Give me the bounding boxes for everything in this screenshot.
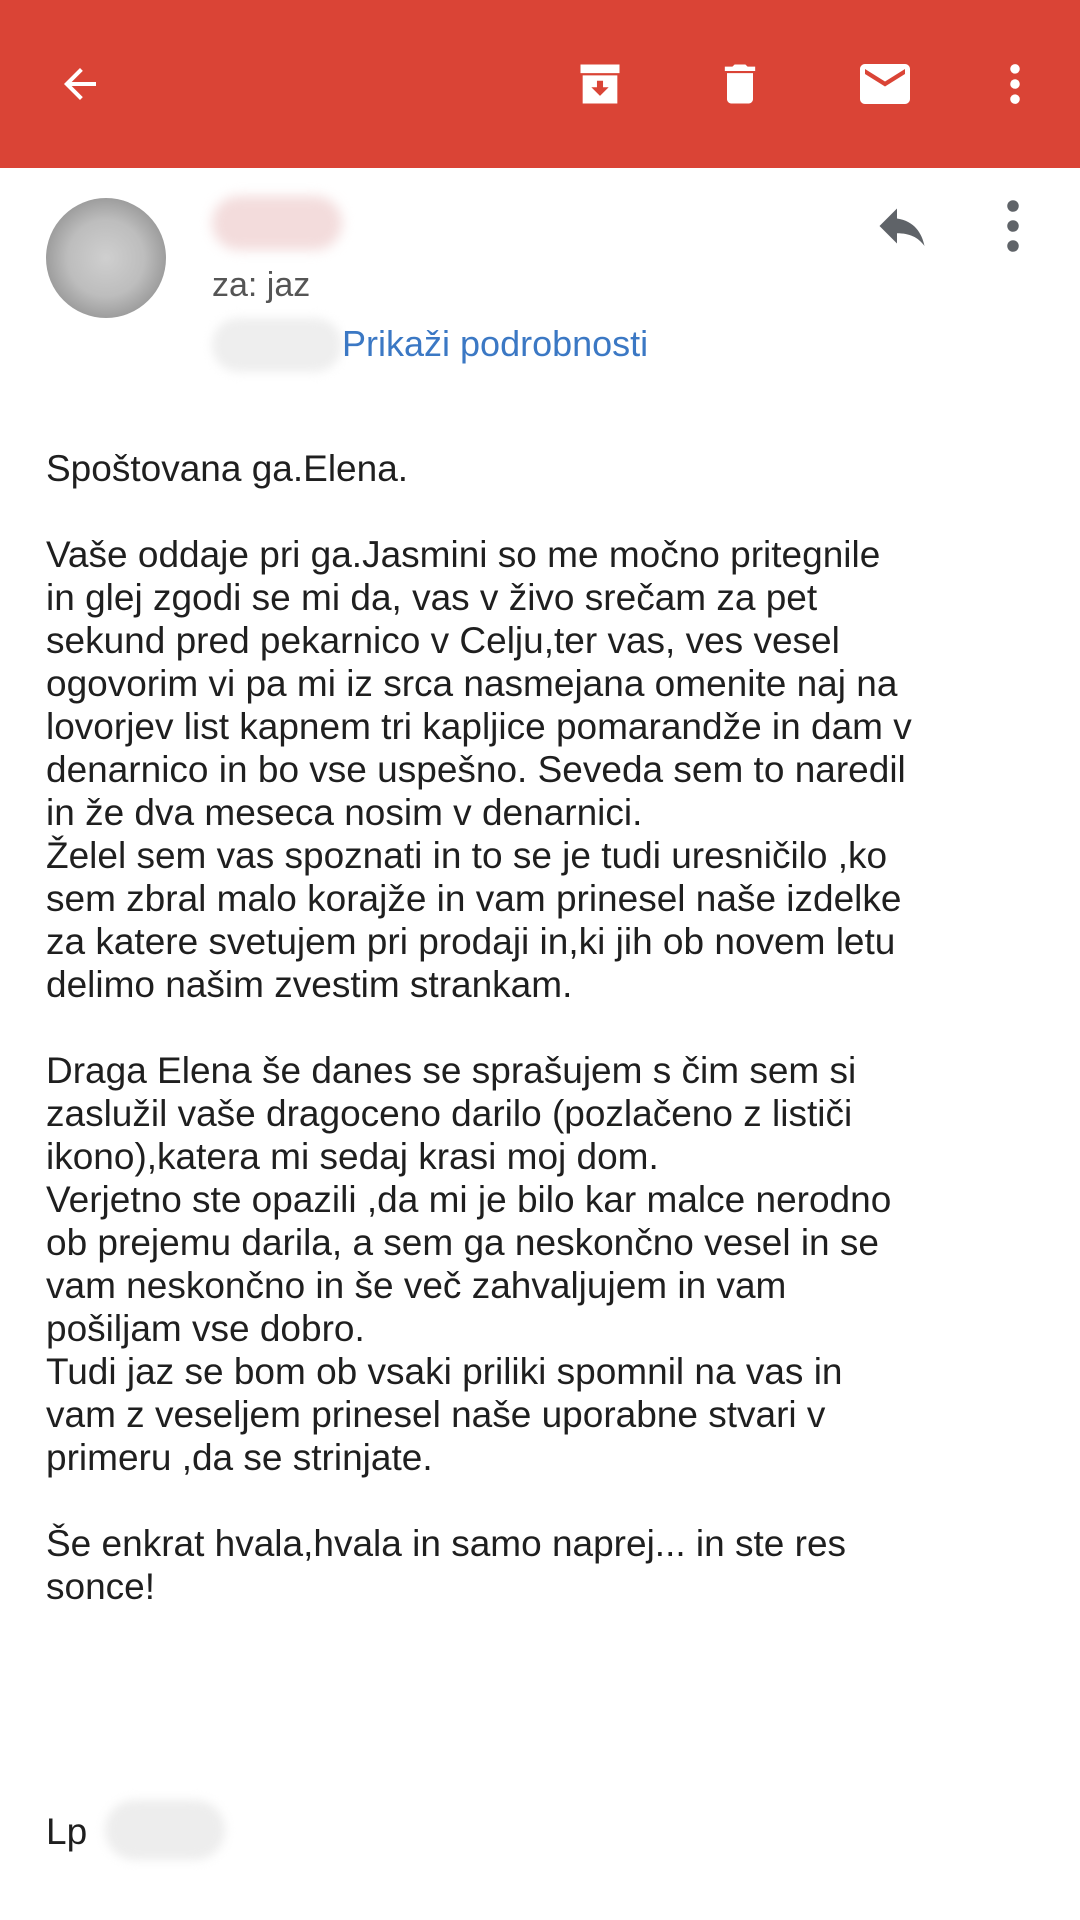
body-line: sonce! xyxy=(46,1566,156,1607)
overflow-menu-button[interactable] xyxy=(975,44,1055,124)
body-line: in glej zgodi se mi da, vas v živo srečam za pet xyxy=(46,577,818,618)
greeting xyxy=(46,447,1056,490)
body-line: ikono),katera mi sedaj krasi moj dom. xyxy=(46,1136,659,1177)
body-line: Verjetno ste opazili ,da mi je bilo kar malce nerodno xyxy=(46,1179,892,1220)
trash-icon xyxy=(714,58,766,110)
body-line: sekund pred pekarnico v Celju,ter vas, ves vesel xyxy=(46,620,840,661)
body-line: zaslužil vaše dragoceno darilo (pozlačeno z lističi xyxy=(46,1093,853,1134)
body-line: Tudi jaz se bom ob vsaki priliki spomnil na vas in xyxy=(46,1351,843,1392)
top-app-bar xyxy=(0,0,1080,168)
message-body xyxy=(46,447,1056,1651)
archive-icon xyxy=(574,58,626,110)
date-redacted xyxy=(212,318,342,372)
body-line: delimo našim zvestim strankam. xyxy=(46,964,573,1005)
mail-icon xyxy=(855,54,915,114)
body-line: vam z veseljem prinesel naše uporabne stvari v xyxy=(46,1394,826,1435)
body-line: ob prejemu darila, a sem ga neskončno vesel in se xyxy=(46,1222,879,1263)
archive-button[interactable] xyxy=(560,44,640,124)
mark-unread-button[interactable] xyxy=(845,44,925,124)
message-more-button[interactable] xyxy=(988,188,1038,264)
body-paragraph-1 xyxy=(46,533,1056,1006)
avatar[interactable] xyxy=(46,198,166,318)
arrow-back-icon xyxy=(56,60,104,108)
body-line: vam neskončno in še več zahvaljujem in vam xyxy=(46,1265,787,1306)
reply-button[interactable] xyxy=(862,194,942,258)
body-line: Še enkrat hvala,hvala in samo naprej... in ste res xyxy=(46,1523,847,1564)
body-paragraph-3 xyxy=(46,1522,1056,1608)
signature-redacted xyxy=(105,1800,225,1860)
more-vert-icon xyxy=(989,58,1041,110)
body-line: ogovorim vi pa mi iz srca nasmejana omenite naj na xyxy=(46,663,898,704)
recipient-line: za: jaz xyxy=(212,266,311,304)
body-line: primeru ,da se strinjate. xyxy=(46,1437,433,1478)
show-details-link[interactable]: Prikaži podrobnosti xyxy=(342,323,649,364)
body-line: denarnico in bo vse uspešno. Seveda sem to naredil xyxy=(46,749,906,790)
body-line: Želel sem vas spoznati in to se je tudi uresničilo ,ko xyxy=(46,835,888,876)
message-header xyxy=(0,168,1080,418)
reply-icon xyxy=(872,196,932,256)
body-line: za katere svetujem pri prodaji in,ki jih ob novem letu xyxy=(46,921,896,962)
body-line: pošiljam vse dobro. xyxy=(46,1308,365,1349)
body-paragraph-2 xyxy=(46,1049,1056,1479)
body-line: Vaše oddaje pri ga.Jasmini so me močno pritegnile xyxy=(46,534,881,575)
body-line: sem zbral malo korajže in vam prinesel naše izdelke xyxy=(46,878,902,919)
body-line: in že dva meseca nosim v denarnici. xyxy=(46,792,643,833)
delete-button[interactable] xyxy=(700,44,780,124)
back-button[interactable] xyxy=(40,44,120,124)
body-line: Spoštovana ga.Elena. xyxy=(46,448,409,489)
more-vert-icon xyxy=(988,196,1038,256)
body-line: lovorjev list kapnem tri kapljice pomarandže in dam v xyxy=(46,706,912,747)
body-line: Draga Elena še danes se sprašujem s čim sem si xyxy=(46,1050,857,1091)
sender-name-redacted xyxy=(212,196,342,250)
signoff: Lp xyxy=(46,1811,88,1852)
